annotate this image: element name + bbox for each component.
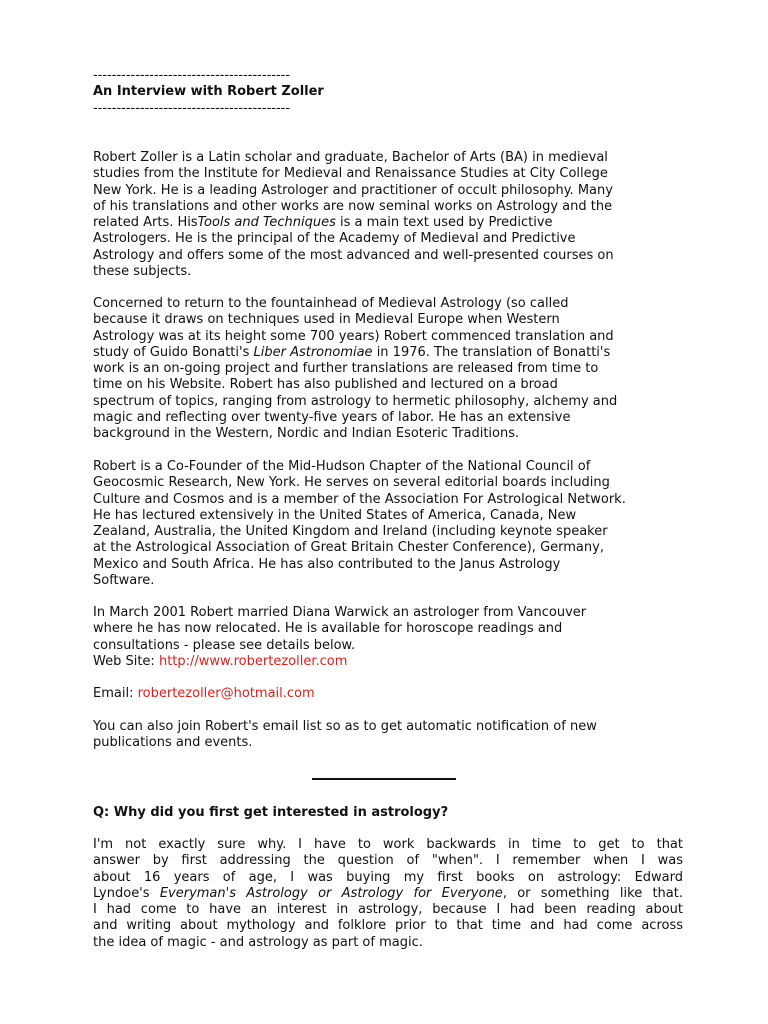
text-segment: answer by first addressing the question of "when". I remember when I was (93, 853, 683, 869)
text-segment: In March 2001 Robert married Diana Warwick an astrologer from Vancouver (93, 605, 587, 620)
text-line (93, 377, 683, 393)
text-line (93, 150, 683, 166)
text-line (93, 312, 683, 328)
dash-divider-top: ------------------------------------------ (93, 68, 291, 83)
dash-divider-bottom: ------------------------------------------ (93, 100, 291, 116)
text-line (93, 410, 683, 426)
text-line (93, 621, 683, 637)
text-line (93, 557, 683, 573)
text-segment: Concerned to return to the fountainhead of Medieval Astrology (so called (93, 296, 569, 311)
book-title: Everyman's Astrology or Astrology for Everyone (159, 885, 503, 901)
text-segment: New York. He is a leading Astrologer and practitioner of occult philosophy. Many (93, 182, 613, 198)
text-line (93, 426, 683, 442)
text-segment: consultations - please see details below. (93, 637, 356, 653)
text-line (93, 248, 683, 264)
text-segment: Astrologers. He is the principal of the Academy of Medieval and Predictive (93, 231, 576, 247)
text-line (93, 296, 683, 312)
text-segment: He has lectured extensively in the United States of America, Canada, New (93, 507, 577, 523)
book-title: Tools and Techniques (197, 215, 336, 231)
paragraph-relocation (93, 605, 683, 654)
text-segment: Astrology was at its height some 700 years) Robert commenced translation and (93, 328, 614, 344)
paragraph-medieval-astrology (93, 296, 683, 443)
text-segment: Mexico and South Africa. He has also contributed to the Janus Astrology (93, 556, 561, 572)
text-segment: study of Guido Bonatti's (93, 344, 254, 360)
section-divider (312, 778, 456, 780)
text-line (93, 492, 683, 508)
text-line (93, 918, 683, 934)
text-segment: Culture and Cosmos and is a member of the Association For Astrological Network. (93, 491, 626, 507)
text-segment: magic and reflecting over twenty-five years of labor. He has an extensive (93, 410, 571, 426)
text-line (93, 935, 683, 951)
text-segment: the idea of magic - and astrology as part of magic. (93, 934, 423, 950)
text-line (93, 870, 683, 886)
text-segment: work is an on-going project and further translations are released from time to (93, 361, 599, 377)
text-segment: time on his Website. Robert has also published and lectured on a broad (93, 377, 558, 393)
text-segment: related Arts. His (93, 215, 198, 231)
text-line (93, 215, 683, 231)
page-title: An Interview with Robert Zoller (93, 84, 324, 100)
text-segment: publications and events. (93, 735, 253, 751)
text-segment: because it draws on techniques used in Medieval Europe when Western (93, 312, 560, 328)
text-line (93, 329, 683, 345)
text-segment: studies from the Institute for Medieval and Renaissance Studies at City College (93, 166, 608, 182)
text-segment: at the Astrological Association of Great Britain Chester Conference), Germany, (93, 540, 604, 556)
text-line (93, 345, 683, 361)
text-line (93, 199, 683, 215)
text-segment: spectrum of topics, ranging from astrology to hermetic philosophy, alchemy and (93, 393, 618, 409)
question-heading (93, 805, 683, 821)
text-line (93, 183, 683, 199)
email-line (93, 686, 683, 702)
text-segment: these subjects. (93, 264, 192, 280)
text-line (93, 475, 683, 491)
website-link[interactable]: http://www.robertezoller.com (158, 654, 348, 669)
text-segment: Lyndoe's (93, 885, 160, 901)
text-segment: Robert Zoller is a Latin scholar and graduate, Bachelor of Arts (BA) in medieval (93, 150, 608, 165)
paragraph-email-list (93, 719, 683, 752)
text-line (93, 361, 683, 377)
text-segment: in 1976. The translation of Bonatti's (372, 344, 611, 360)
text-line (93, 573, 683, 589)
text-segment: where he has now relocated. He is available for horoscope readings and (93, 621, 563, 637)
text-line (93, 231, 683, 247)
text-line (93, 735, 683, 751)
text-line (93, 719, 683, 735)
email-link[interactable]: robertezoller@hotmail.com (137, 686, 315, 701)
website-line (93, 654, 683, 670)
text-line (93, 837, 683, 853)
text-segment: is a main text used by Predictive (335, 215, 553, 231)
text-segment: Software. (93, 573, 155, 589)
text-line (93, 264, 683, 280)
paragraph-cofounder (93, 459, 683, 589)
text-line (93, 902, 683, 918)
text-line (93, 524, 683, 540)
question-text: Q: Why did you first get interested in astrology? (93, 805, 449, 820)
text-segment: I'm not exactly sure why. I have to work backwards in time to get to that (93, 837, 683, 852)
text-segment: I had come to have an interest in astrology, because I had been reading about (93, 902, 683, 918)
text-segment: Zealand, Australia, the United Kingdom and Ireland (including keynote speaker (93, 524, 608, 540)
text-segment: Robert is a Co-Founder of the Mid-Hudson Chapter of the National Council of (93, 459, 591, 474)
answer-paragraph (93, 837, 683, 951)
text-segment: background in the Western, Nordic and Indian Esoteric Traditions. (93, 426, 520, 442)
text-line (93, 540, 683, 556)
paragraph-bio (93, 150, 683, 280)
text-segment: about 16 years of age, I was buying my first books on astrology: Edward (93, 869, 683, 885)
book-title: Liber Astronomiae (253, 344, 373, 360)
text-segment: and writing about mythology and folklore prior to that time and had come across (93, 918, 683, 934)
text-line (93, 853, 683, 869)
text-segment: Geocosmic Research, New York. He serves on several editorial boards including (93, 475, 610, 491)
text-segment: You can also join Robert's email list so as to get automatic notification of new (93, 719, 597, 734)
text-segment: Astrology and offers some of the most advanced and well-presented courses on (93, 247, 614, 263)
text-segment: of his translations and other works are now seminal works on Astrology and the (93, 198, 613, 214)
text-line (93, 605, 683, 621)
text-line (93, 638, 683, 654)
text-line (93, 166, 683, 182)
text-line (93, 886, 683, 902)
header (93, 68, 683, 117)
text-line (93, 508, 683, 524)
text-line (93, 394, 683, 410)
email-label: Email: (93, 686, 138, 701)
website-label: Web Site: (93, 654, 159, 669)
text-line (93, 459, 683, 475)
text-segment: , or something like that. (502, 885, 683, 901)
